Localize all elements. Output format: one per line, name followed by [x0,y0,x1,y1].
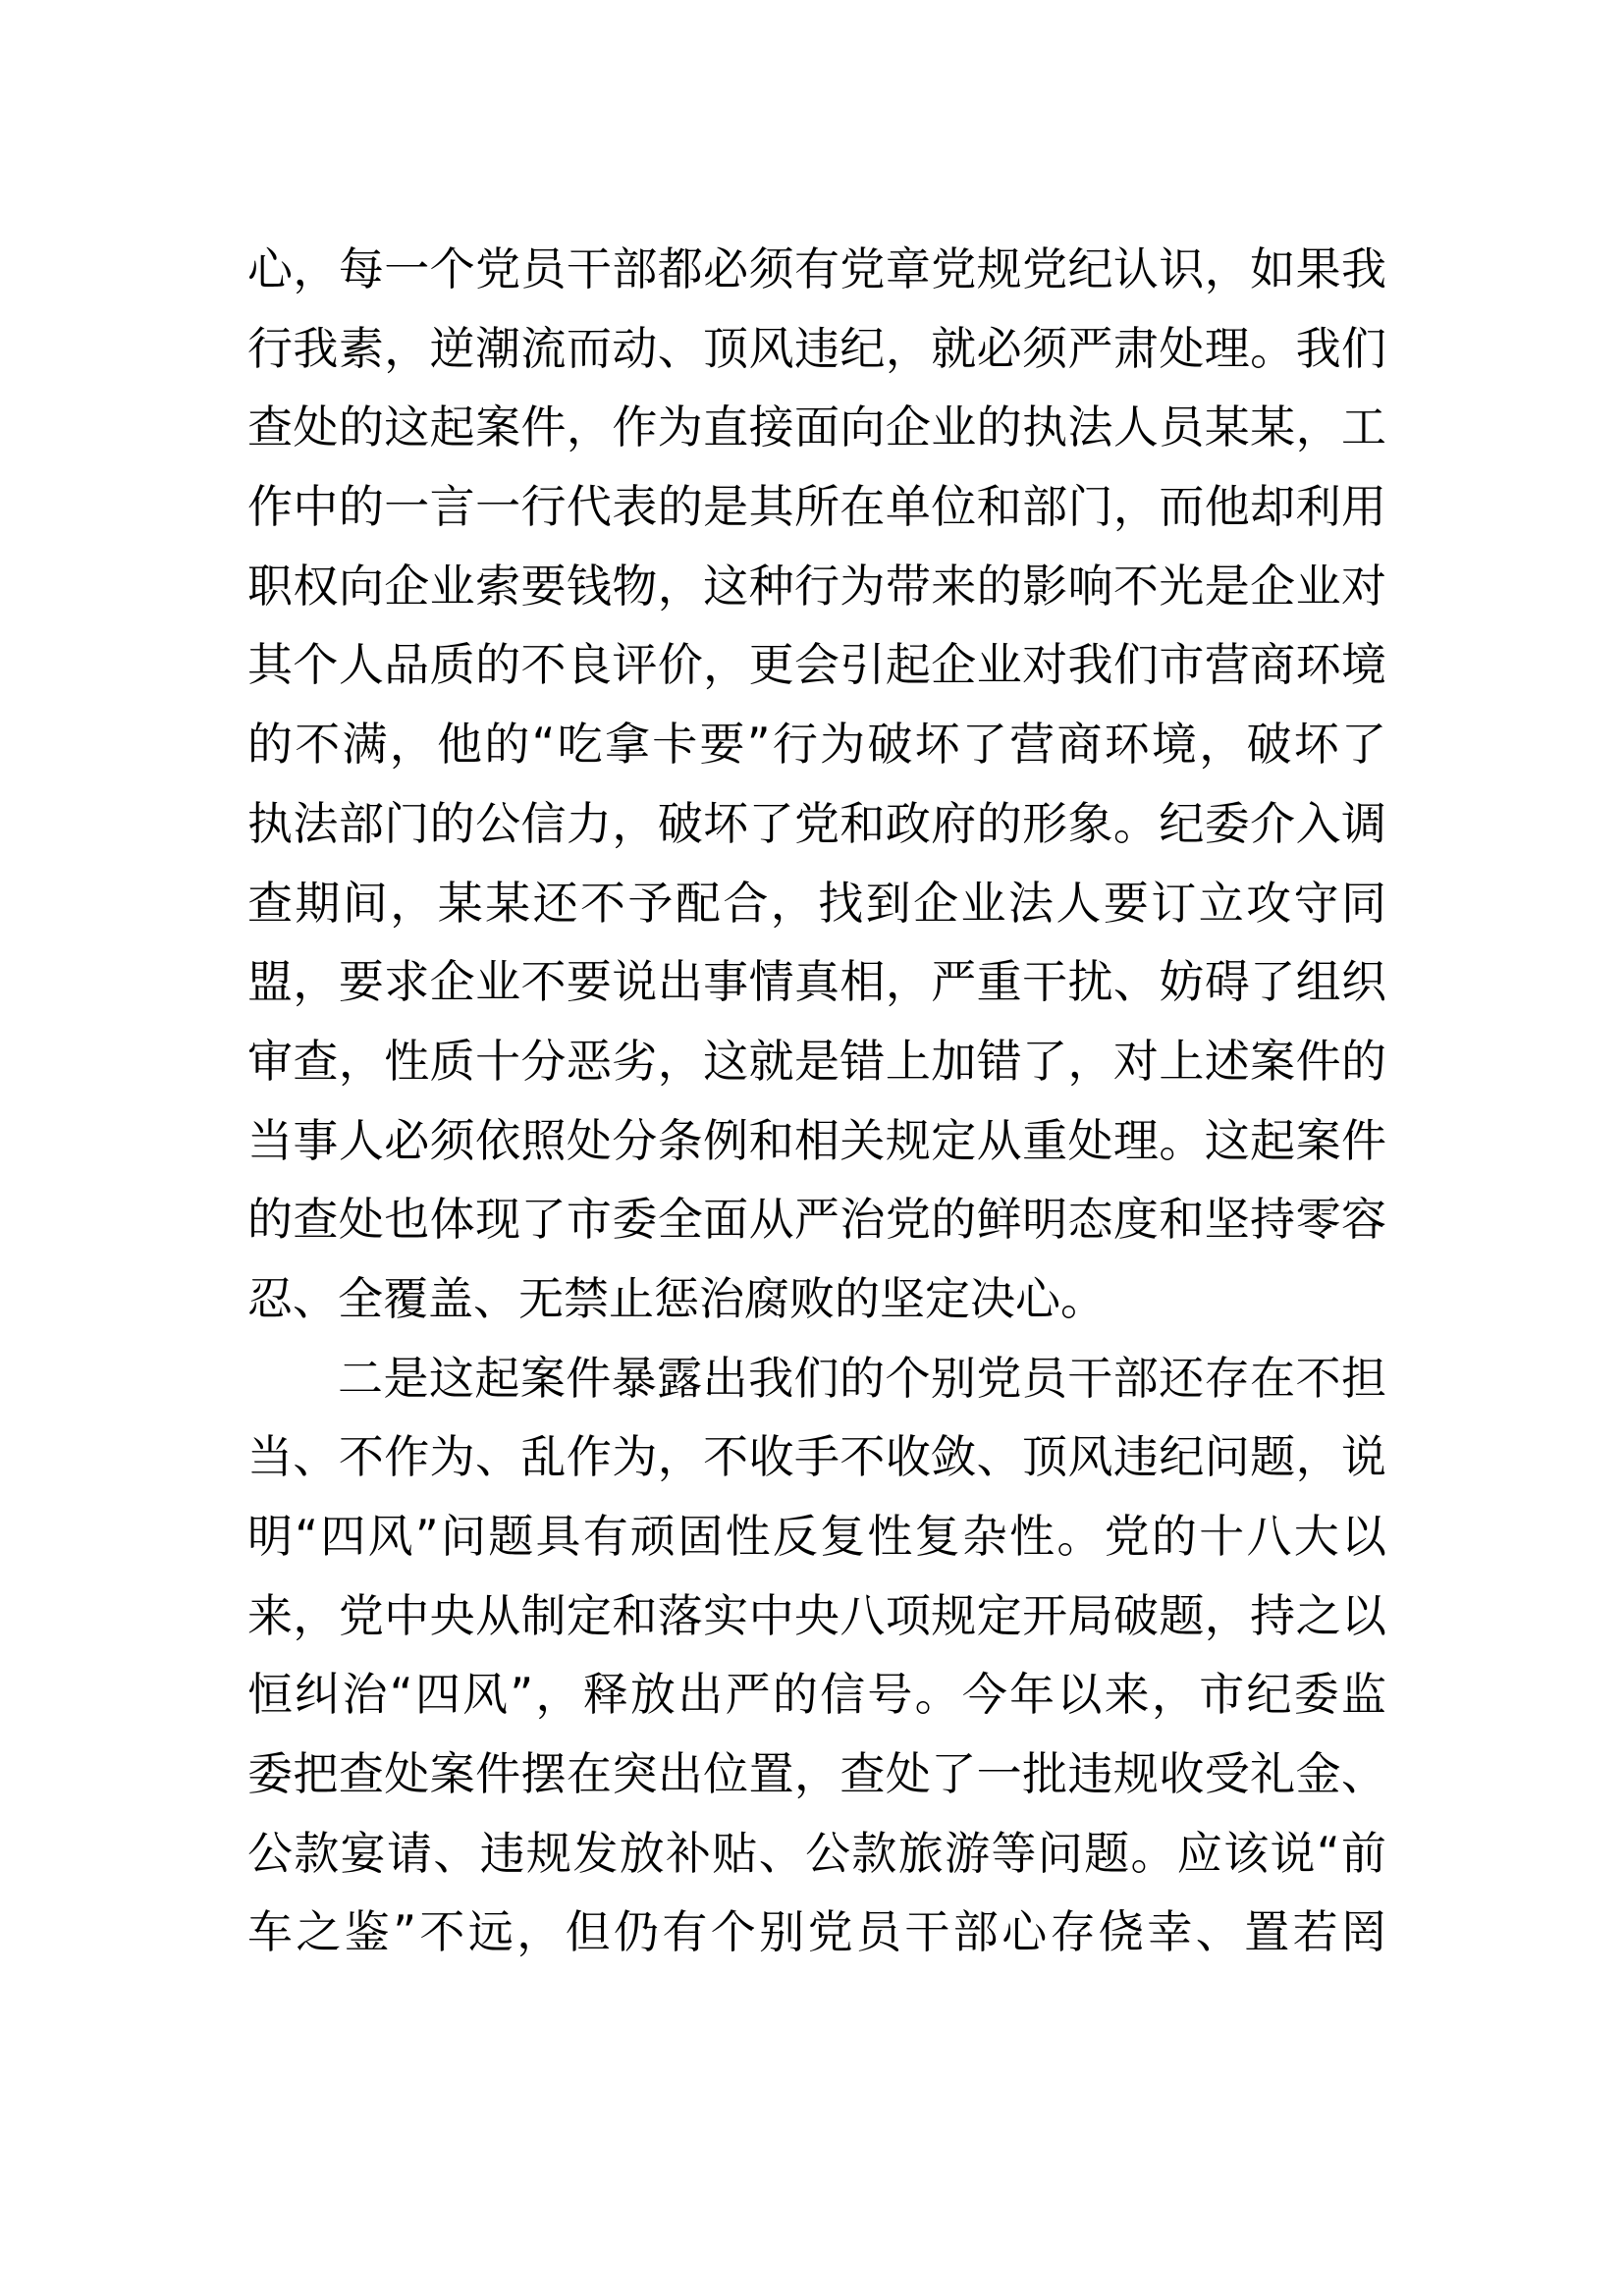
text-line: 明“四风”问题具有顽固性反复性复杂性。党的十八大以 [247,1510,1386,1563]
document-page [247,230,1386,1972]
text-line: 二是这起案件暴露出我们的个别党员干部还存在不担 [338,1351,1386,1405]
text-line: 其个人品质的不良评价，更会引起企业对我们市营商环境 [247,638,1386,692]
text-line: 执法部门的公信力，破坏了党和政府的形象。纪委介入调 [247,796,1386,850]
text-line: 公款宴请、违规发放补贴、公款旅游等问题。应该说“前 [247,1826,1386,1880]
text-line: 作中的一言一行代表的是其所在单位和部门，而他却利用 [247,480,1386,534]
text-line: 行我素，逆潮流而动、顶风违纪，就必须严肃处理。我们 [247,321,1386,375]
paragraph [247,1339,1386,1973]
text-line: 盟，要求企业不要说出事情真相，严重干扰、妨碍了组织 [247,955,1386,1009]
text-line: 来，党中央从制定和落实中央八项规定开局破题，持之以 [247,1588,1386,1642]
text-line: 当、不作为、乱作为，不收手不收敛、顶风违纪问题，说 [247,1430,1386,1484]
text-line: 的查处也体现了市委全面从严治党的鲜明态度和坚持零容 [247,1193,1386,1247]
text-line: 车之鉴”不远，但仍有个别党员干部心存侥幸、置若罔 [247,1905,1386,1959]
text-line: 职权向企业索要钱物，这种行为带来的影响不光是企业对 [247,559,1386,613]
text-line: 的不满，他的“吃拿卡要”行为破坏了营商环境，破坏了 [247,718,1386,772]
text-line: 审查，性质十分恶劣，这就是错上加错了，对上述案件的 [247,1034,1386,1088]
text-line: 忍、全覆盖、无禁止惩治腐败的坚定决心。 [247,1271,1106,1325]
text-line: 恒纠治“四风”，释放出严的信号。今年以来，市纪委监 [247,1668,1386,1722]
text-line: 心，每一个党员干部都必须有党章党规党纪认识，如果我 [247,242,1386,295]
text-line: 查期间，某某还不予配合，找到企业法人要订立攻守同 [247,876,1386,930]
text-line: 委把查处案件摆在突出位置，查处了一批违规收受礼金、 [247,1747,1386,1801]
text-line: 当事人必须依照处分条例和相关规定从重处理。这起案件 [247,1113,1386,1167]
text-line: 查处的这起案件，作为直接面向企业的执法人员某某，工 [247,400,1386,454]
paragraph [247,230,1386,1339]
